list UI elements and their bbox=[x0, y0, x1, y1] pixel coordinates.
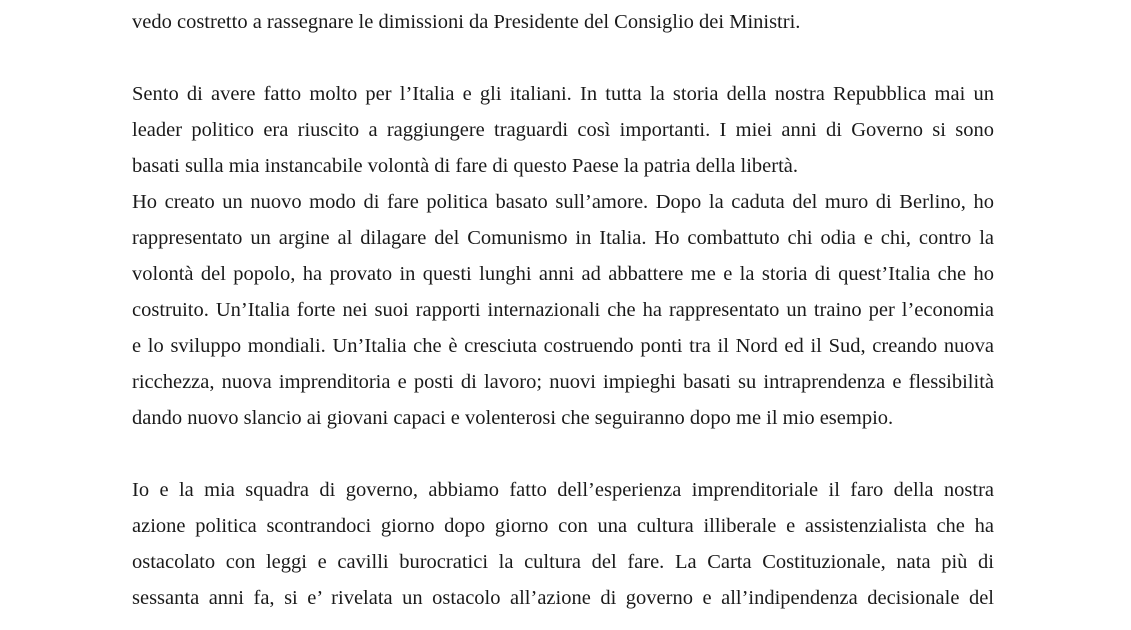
paragraph-government bbox=[132, 472, 994, 616]
paragraph-achievements bbox=[132, 76, 994, 184]
text-line: sessanta anni fa, si e’ rivelata un ostacolo all’azione di governo e all’indipendenza decisionale del bbox=[132, 587, 994, 609]
text-line: ricchezza, nuova imprenditoria e posti di lavoro; nuovi impieghi basati su intraprendenza e flessibilità bbox=[132, 371, 994, 393]
paragraph-gap bbox=[132, 40, 994, 76]
text-line: vedo costretto a rassegnare le dimissioni da Presidente del Consiglio dei Ministri. bbox=[132, 11, 801, 33]
paragraph-resignation bbox=[132, 4, 994, 40]
text-line: Io e la mia squadra di governo, abbiamo fatto dell’esperienza imprenditoriale il faro della nostra bbox=[132, 479, 994, 501]
paragraph-politics bbox=[132, 184, 994, 436]
text-line: basati sulla mia instancabile volontà di fare di questo Paese la patria della libertà. bbox=[132, 155, 799, 177]
text-line: e lo sviluppo mondiali. Un’Italia che è cresciuta costruendo ponti tra il Nord ed il Sud, creando nuova bbox=[132, 335, 994, 357]
text-line: azione politica scontrandoci giorno dopo giorno con una cultura illiberale e assistenzialista che ha bbox=[132, 515, 994, 537]
text-line: Sento di avere fatto molto per l’Italia e gli italiani. In tutta la storia della nostra Repubblica mai un bbox=[132, 83, 994, 105]
text-line: volontà del popolo, ha provato in questi lunghi anni ad abbattere me e la storia di quest’Italia che ho bbox=[132, 263, 994, 285]
text-line: leader politico era riuscito a raggiungere traguardi così importanti. I miei anni di Governo si sono bbox=[132, 119, 994, 141]
text-line: dando nuovo slancio ai giovani capaci e volenterosi che seguiranno dopo me il mio esempio. bbox=[132, 407, 894, 429]
text-line: ostacolato con leggi e cavilli burocratici la cultura del fare. La Carta Costituzionale, nata più di bbox=[132, 551, 994, 573]
letter-body bbox=[132, 4, 994, 616]
text-line: costruito. Un’Italia forte nei suoi rapporti internazionali che ha rappresentato un traino per l’economia bbox=[132, 299, 994, 321]
paragraph-gap bbox=[132, 436, 994, 472]
text-line: Ho creato un nuovo modo di fare politica basato sull’amore. Dopo la caduta del muro di Berlino, ho bbox=[132, 191, 994, 213]
text-line: rappresentato un argine al dilagare del Comunismo in Italia. Ho combattuto chi odia e chi, contro la bbox=[132, 227, 994, 249]
